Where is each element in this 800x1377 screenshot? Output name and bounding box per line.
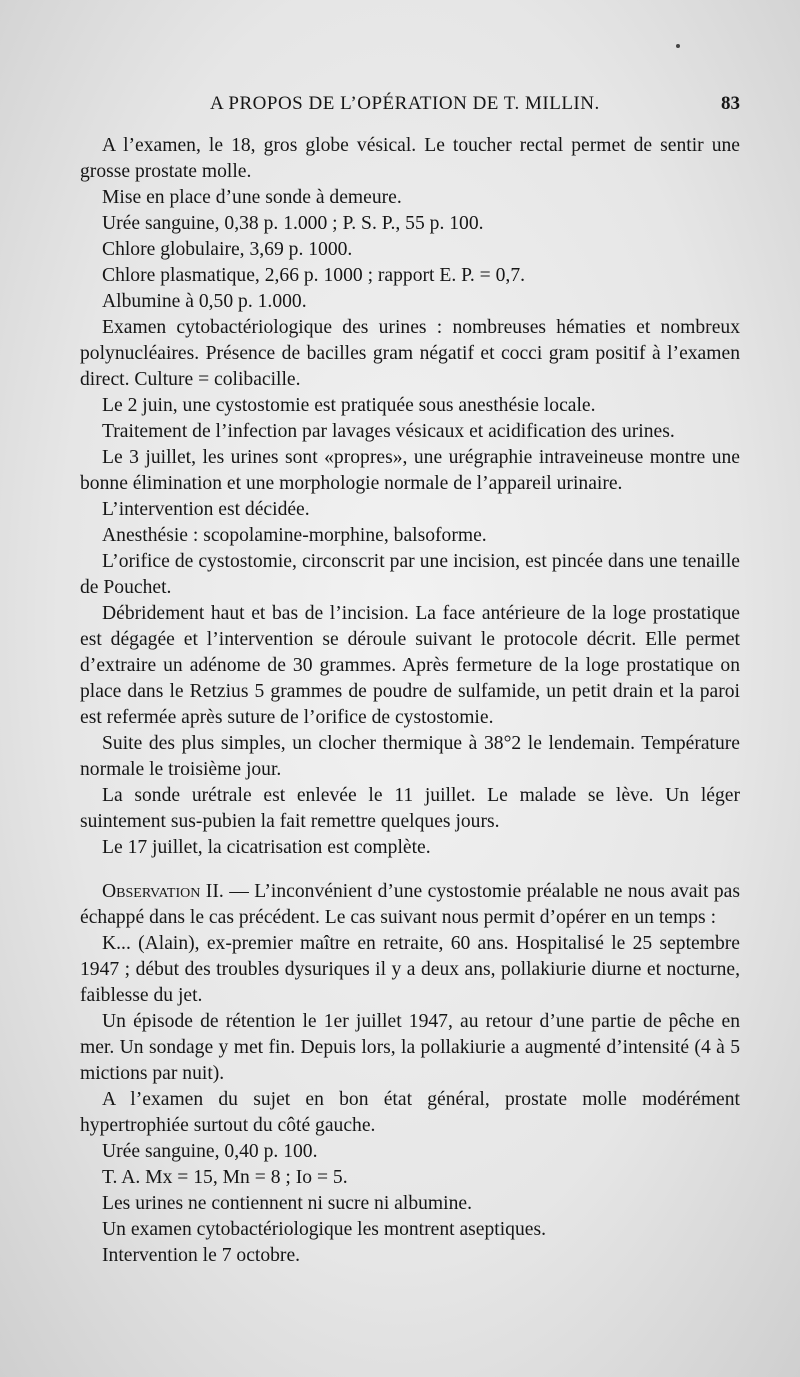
print-speck bbox=[676, 44, 680, 48]
observation-label: Observation II. bbox=[102, 881, 224, 902]
observation-text: — L’inconvénient d’une cystostomie préalable ne nous avait pas échappé dans le cas précédent. Le cas suivant nous permit d’opérer en un temps : bbox=[80, 881, 740, 928]
paragraph: Débridement haut et bas de l’incision. La face antérieure de la loge prostatique est dégagée et l’intervention se déroule suivant le protocole décrit. Elle permet d’extraire un adénome de 30 grammes. Après fermeture de la loge prostatique on place dans le Retzius 5 grammes de poudre de sulfamide, un petit drain et la paroi est refermée après suture de l’orifice de cystostomie. bbox=[80, 603, 740, 728]
paragraph: A l’examen, le 18, gros globe vésical. Le toucher rectal permet de sentir une grosse prostate molle. bbox=[80, 135, 740, 182]
paragraph: L’orifice de cystostomie, circonscrit par une incision, est pincée dans une tenaille de Pouchet. bbox=[80, 551, 740, 598]
paragraph: Mise en place d’une sonde à demeure. bbox=[102, 187, 402, 208]
paragraph: Le 3 juillet, les urines sont «propres», une urégraphie intraveineuse montre une bonne élimination et une morphologie normale de l’appareil urinaire. bbox=[80, 447, 740, 494]
paragraph: Albumine à 0,50 p. 1.000. bbox=[102, 291, 307, 312]
paragraph: Un épisode de rétention le 1er juillet 1947, au retour d’une partie de pêche en mer. Un sondage y met fin. Depuis lors, la pollakiurie a augmenté d’intensité (4 à 5 mictions par nuit). bbox=[80, 1011, 740, 1084]
paragraph: K... (Alain), ex-premier maître en retraite, 60 ans. Hospitalisé le 25 septembre 1947 ; début des troubles dysuriques il y a deux ans, pollakiurie diurne et nocturne, faiblesse du jet. bbox=[80, 933, 740, 1006]
paragraph: Chlore plasmatique, 2,66 p. 1000 ; rapport E. P. = 0,7. bbox=[102, 265, 526, 286]
paragraph: Chlore globulaire, 3,69 p. 1000. bbox=[102, 239, 353, 260]
paragraph: Intervention le 7 octobre. bbox=[102, 1245, 301, 1266]
paragraph: La sonde urétrale est enlevée le 11 juillet. Le malade se lève. Un léger suintement sus-pubien la fait remettre quelques jours. bbox=[80, 785, 740, 832]
paragraph: Suite des plus simples, un clocher thermique à 38°2 le lendemain. Température normale le troisième jour. bbox=[80, 733, 740, 780]
observation-paragraph bbox=[80, 879, 740, 931]
paragraph: Examen cytobactériologique des urines : nombreuses hématies et nombreux polynucléaires. Présence de bacilles gram négatif et cocci gram positif à l’examen direct. Culture = colibacille. bbox=[80, 317, 740, 390]
paragraph: Les urines ne contiennent ni sucre ni albumine. bbox=[102, 1193, 472, 1214]
paragraph: Le 17 juillet, la cicatrisation est complète. bbox=[102, 837, 431, 858]
paragraph: Urée sanguine, 0,40 p. 100. bbox=[102, 1141, 318, 1162]
paragraph: L’intervention est décidée. bbox=[102, 499, 310, 520]
page-header bbox=[80, 93, 740, 123]
paragraph: Traitement de l’infection par lavages vésicaux et acidification des urines. bbox=[102, 421, 675, 442]
paragraph: Un examen cytobactériologique les montrent aseptiques. bbox=[102, 1219, 546, 1240]
paragraph: Le 2 juin, une cystostomie est pratiquée sous anesthésie locale. bbox=[102, 395, 596, 416]
paragraph: T. A. Mx = 15, Mn = 8 ; Io = 5. bbox=[102, 1167, 348, 1188]
paragraph: Urée sanguine, 0,38 p. 1.000 ; P. S. P., 55 p. 100. bbox=[102, 213, 484, 234]
page-number: 83 bbox=[721, 93, 740, 114]
paragraph: A l’examen du sujet en bon état général, prostate molle modérément hypertrophiée surtout du côté gauche. bbox=[80, 1089, 740, 1136]
body-text bbox=[80, 133, 740, 1269]
running-title: A PROPOS DE L’OPÉRATION DE T. MILLIN. bbox=[210, 93, 600, 114]
paragraph: Anesthésie : scopolamine-morphine, balsoforme. bbox=[102, 525, 487, 546]
